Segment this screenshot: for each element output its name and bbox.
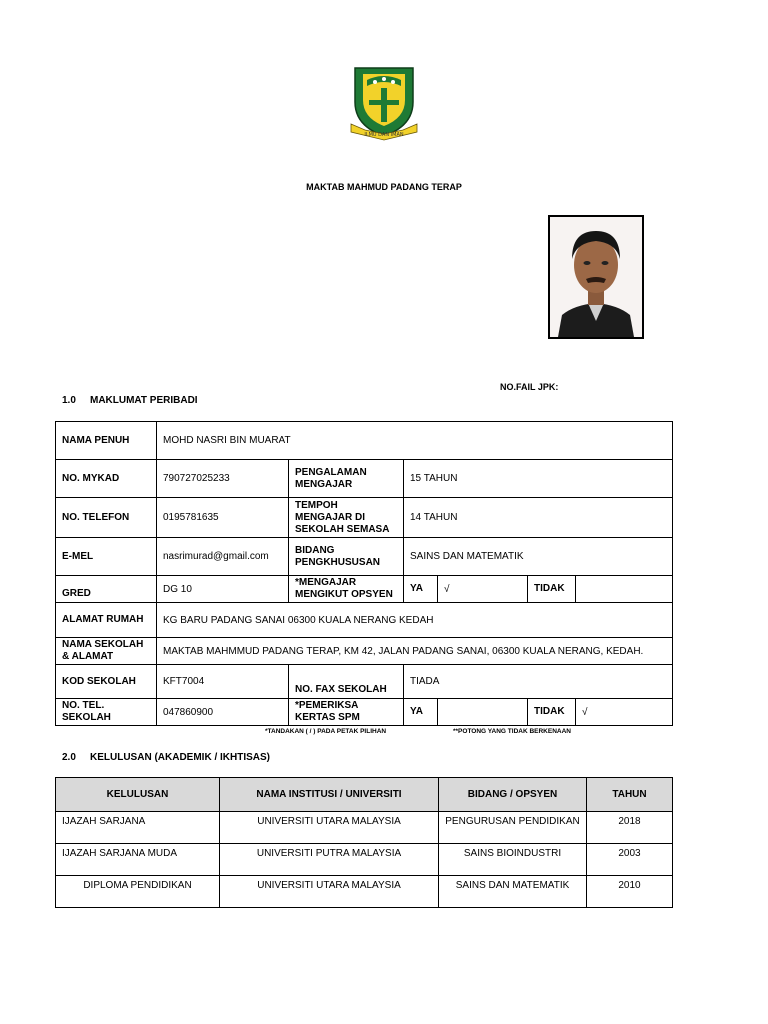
section-2-number: 2.0 [62,752,76,763]
section-1-number: 1.0 [62,395,76,406]
column-header: TAHUN [587,778,673,812]
option-yes-label: YA [404,576,438,603]
section-1-heading [62,395,198,406]
table-row [56,498,673,538]
teaching-option-label: *MENGAJAR MENGIKUT OPSYEN [289,576,404,603]
phone-label: NO. TELEFON [56,498,157,538]
examiner-yes-checkbox[interactable] [438,699,528,726]
grade-value: DG 10 [157,576,289,603]
profile-photo [548,215,644,339]
table-row [56,876,673,908]
field-cell: SAINS DAN MATEMATIK [439,876,587,908]
section-1-title: MAKLUMAT PERIBADI [90,395,198,406]
table-row [56,844,673,876]
field-value: SAINS DAN MATEMATIK [404,538,673,576]
school-crest-logo [345,64,423,142]
table-row [56,460,673,498]
grade-label: GRED [56,576,157,603]
school-name-value: MAKTAB MAHMMUD PADANG TERAP, KM 42, JALAN PADANG SANAI, 06300 KUALA NERANG, KEDAH. [157,638,673,665]
email-value: nasrimurad@gmail.com [157,538,289,576]
mykad-label: NO. MYKAD [56,460,157,498]
name-label: NAMA PENUH [56,422,157,460]
strike-instruction-note: **POTONG YANG TIDAK BERKENAAN [453,728,571,735]
school-tel-value: 047860900 [157,699,289,726]
file-number-label: NO.FAIL JPK: [500,382,559,392]
institution-cell: UNIVERSITI UTARA MALAYSIA [220,876,439,908]
option-yes-checkbox[interactable]: √ [438,576,528,603]
school-code-value: KFT7004 [157,665,289,699]
qualification-cell: IJAZAH SARJANA MUDA [56,844,220,876]
address-label: ALAMAT RUMAH [56,603,157,638]
tick-instruction-note: *TANDAKAN ( / ) PADA PETAK PILIHAN [265,728,387,735]
personal-info-table [55,421,673,726]
school-tel-label: NO. TEL. SEKOLAH [56,699,157,726]
spm-examiner-label: *PEMERIKSA KERTAS SPM [289,699,404,726]
table-row [56,699,673,726]
school-title: MAKTAB MAHMUD PADANG TERAP [306,182,462,192]
institution-cell: UNIVERSITI PUTRA MALAYSIA [220,844,439,876]
table-row [56,812,673,844]
year-cell: 2010 [587,876,673,908]
examiner-no-checkbox[interactable]: √ [576,699,673,726]
name-value: MOHD NASRI BIN MUARAT [157,422,673,460]
qualifications-table [55,777,673,908]
experience-label: PENGALAMAN MENGAJAR [289,460,404,498]
experience-value: 15 TAHUN [404,460,673,498]
tenure-value: 14 TAHUN [404,498,673,538]
field-label: BIDANG PENGKHUSUSAN [289,538,404,576]
section-2-title: KELULUSAN (AKADEMIK / IKHTISAS) [90,752,270,763]
column-header: NAMA INSTITUSI / UNIVERSITI [220,778,439,812]
qualification-cell: DIPLOMA PENDIDIKAN [56,876,220,908]
table-row [56,538,673,576]
examiner-no-label: TIDAK [528,699,576,726]
crest-motto: ILMU DAN IMAN [364,132,404,138]
table-header-row [56,778,673,812]
table-row [56,603,673,638]
table-row [56,422,673,460]
year-cell: 2003 [587,844,673,876]
fax-label: NO. FAX SEKOLAH [289,665,404,699]
address-value: KG BARU PADANG SANAI 06300 KUALA NERANG KEDAH [157,603,673,638]
examiner-yes-label: YA [404,699,438,726]
field-cell: SAINS BIOINDUSTRI [439,844,587,876]
fax-value: TIADA [404,665,673,699]
mykad-value: 790727025233 [157,460,289,498]
column-header: KELULUSAN [56,778,220,812]
option-no-label: TIDAK [528,576,576,603]
table-row [56,576,673,603]
column-header: BIDANG / OPSYEN [439,778,587,812]
field-cell: PENGURUSAN PENDIDIKAN [439,812,587,844]
table-row [56,638,673,665]
school-code-label: KOD SEKOLAH [56,665,157,699]
institution-cell: UNIVERSITI UTARA MALAYSIA [220,812,439,844]
phone-value: 0195781635 [157,498,289,538]
person-portrait-icon [550,217,642,337]
section-2-heading [62,752,270,763]
qualification-cell: IJAZAH SARJANA [56,812,220,844]
year-cell: 2018 [587,812,673,844]
tenure-label: TEMPOH MENGAJAR DI SEKOLAH SEMASA [289,498,404,538]
email-label: E-MEL [56,538,157,576]
table-row [56,665,673,699]
school-name-label: NAMA SEKOLAH & ALAMAT [56,638,157,665]
option-no-checkbox[interactable] [576,576,673,603]
